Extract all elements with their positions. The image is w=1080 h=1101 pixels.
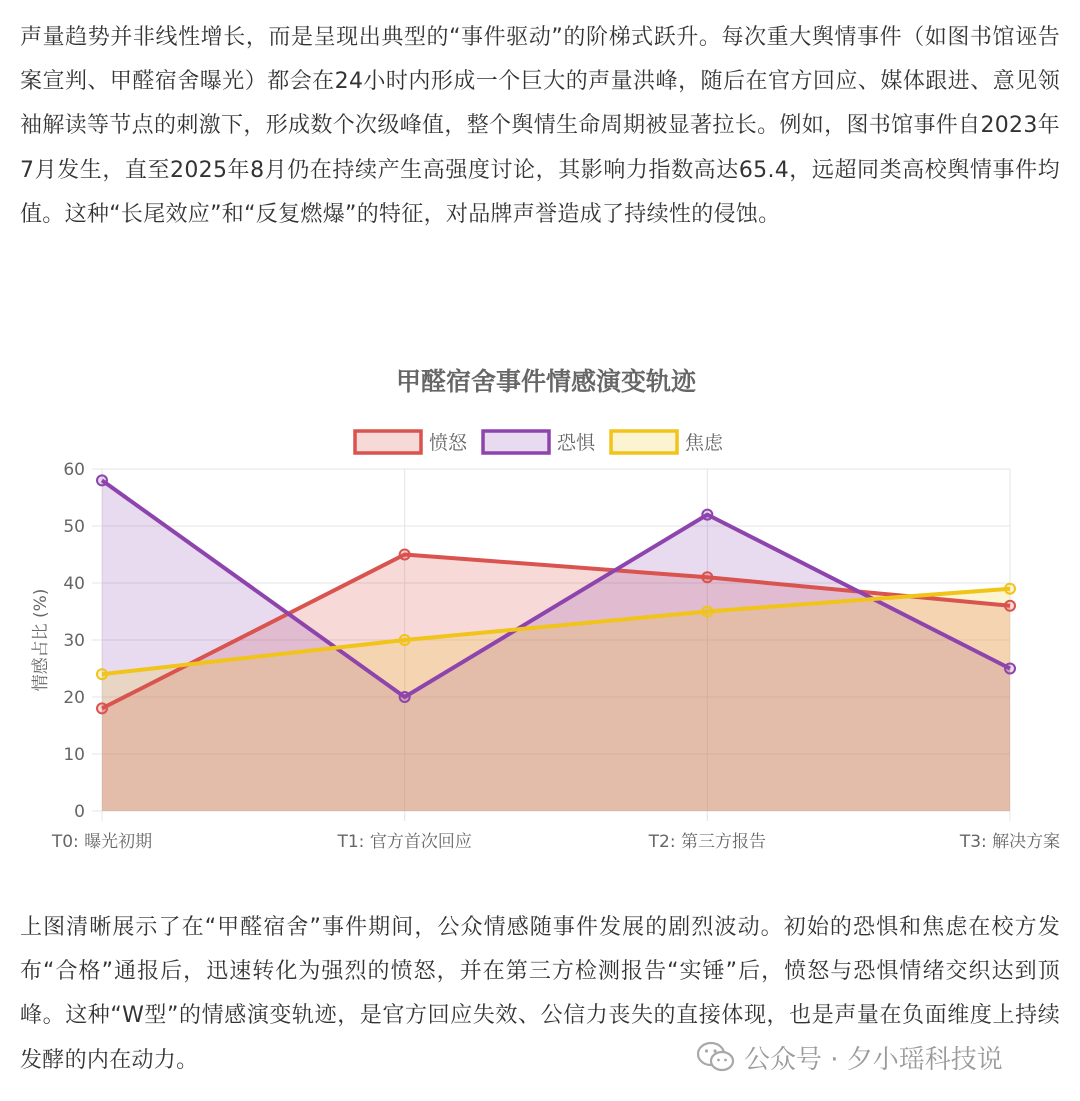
data-point[interactable]	[400, 550, 410, 560]
legend-item[interactable]	[355, 431, 468, 454]
y-axis-label: 情感占比 (%)	[31, 588, 51, 692]
wechat-icon	[696, 1041, 736, 1073]
y-tick-label: 0	[74, 802, 85, 822]
y-tick-label: 10	[63, 745, 85, 765]
analysis-paragraph: 上图清晰展示了在“甲醛宿舍”事件期间，公众情感随事件发展的剧烈波动。初始的恐惧和焦虑在校方发布“合格”通报后，迅速转化为强烈的愤怒，并在第三方检测报告“实锤”后，愤怒与恐惧情绪交织达到顶峰。这种“W型”的情感演变轨迹，是官方回应失效、公信力丧失的直接体现，也是声量在负面维度上持续发酵的内在动力。	[20, 915, 1060, 1073]
legend-label: 恐惧	[557, 432, 596, 454]
legend-label: 愤怒	[429, 432, 468, 454]
emotion-trend-chart	[0, 350, 1080, 870]
data-point[interactable]	[97, 669, 107, 679]
series-areas	[102, 480, 1010, 811]
x-tick-label: T0: 曝光初期	[51, 832, 153, 852]
x-tick-label: T2: 第三方报告	[648, 832, 767, 852]
chart-title: 甲醛宿舍事件情感演变轨迹	[395, 367, 697, 396]
y-axis-ticks	[63, 460, 85, 822]
watermark-text: 公众号 · 夕小瑶科技说	[744, 1044, 1003, 1075]
data-point[interactable]	[1005, 601, 1015, 611]
data-point[interactable]	[1005, 584, 1015, 594]
x-axis-ticks	[51, 832, 1060, 852]
legend-swatch	[483, 431, 549, 453]
y-tick-label: 20	[63, 688, 85, 708]
data-point[interactable]	[702, 510, 712, 520]
intro-paragraph: 声量趋势并非线性增长，而是呈现出典型的“事件驱动”的阶梯式跃升。每次重大舆情事件（如图书馆诬告案宣判、甲醛宿舍曝光）都会在24小时内形成一个巨大的声量洪峰，随后在官方回应、媒体跟进、意见领袖解读等节点的刺激下，形成数个次级峰值，整个舆情生命周期被显著拉长。例如，图书馆事件自2023年7月发生，直至2025年8月仍在持续产生高强度讨论，其影响力指数高达65.4，远超同类高校舆情事件均值。这种“长尾效应”和“反复燃爆”的特征，对品牌声誉造成了持续性的侵蚀。	[20, 25, 1060, 227]
data-point[interactable]	[400, 692, 410, 702]
legend-swatch	[355, 431, 421, 453]
data-point[interactable]	[702, 607, 712, 617]
data-point[interactable]	[1005, 664, 1015, 674]
x-tick-label: T3: 解决方案	[959, 832, 1061, 852]
legend-item[interactable]	[483, 431, 595, 454]
x-tick-label: T1: 官方首次回应	[337, 832, 472, 852]
data-point[interactable]	[97, 475, 107, 485]
watermark	[696, 1034, 1003, 1080]
y-tick-label: 30	[63, 631, 85, 651]
legend-swatch	[611, 431, 677, 453]
y-tick-label: 50	[63, 517, 85, 537]
y-tick-label: 40	[63, 574, 85, 594]
data-point[interactable]	[97, 703, 107, 713]
chart-legend	[355, 431, 724, 454]
data-point[interactable]	[400, 635, 410, 645]
data-point[interactable]	[702, 572, 712, 582]
y-tick-label: 60	[63, 460, 85, 480]
legend-item[interactable]	[611, 431, 724, 454]
legend-label: 焦虑	[685, 432, 724, 454]
